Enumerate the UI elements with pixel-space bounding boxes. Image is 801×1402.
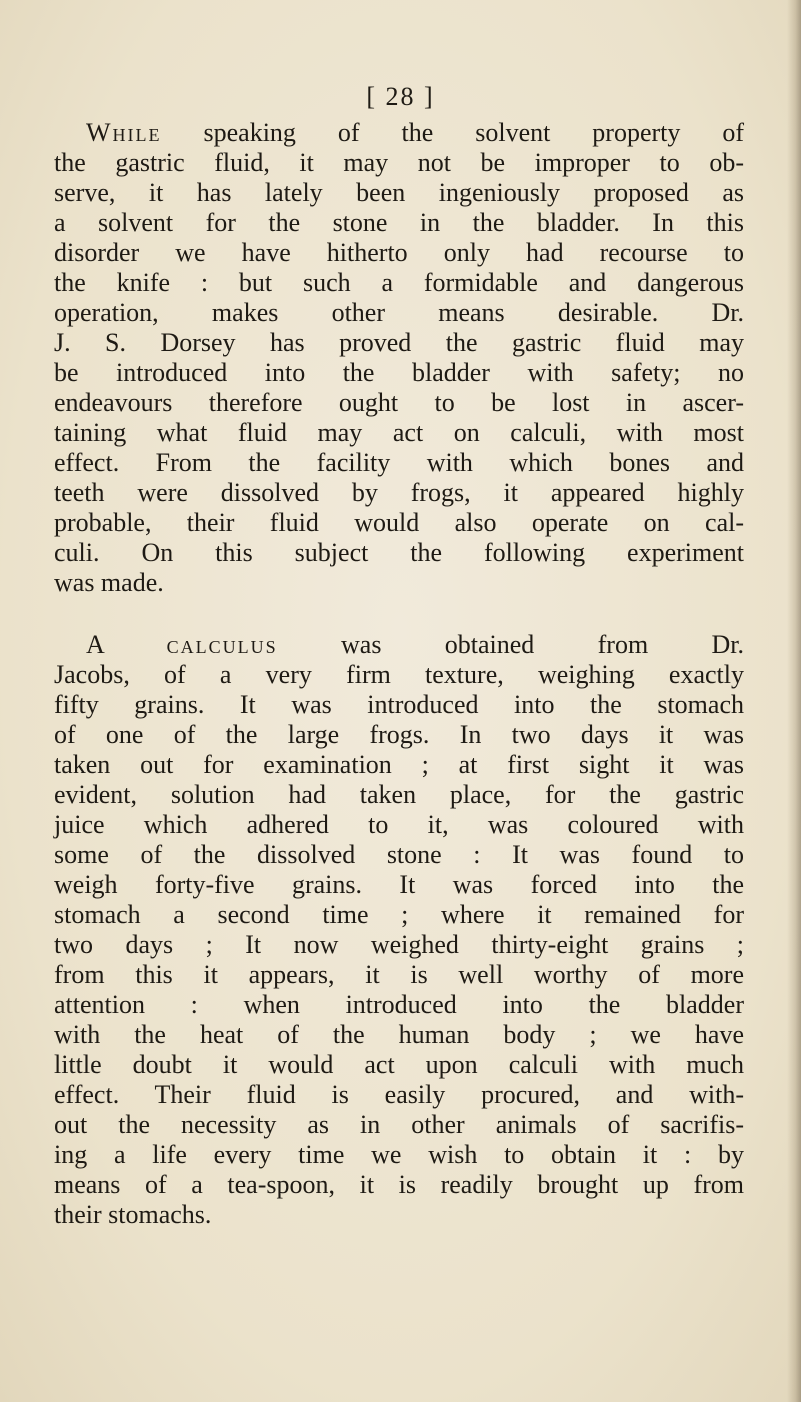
text-line: Jacobs, of a very firm texture, weighing exactly bbox=[54, 660, 744, 689]
text-line: from this it appears, it is well worthy of more bbox=[54, 960, 744, 989]
text-line: two days ; It now weighed thirty-eight grains ; bbox=[54, 930, 744, 959]
text-line: attention : when introduced into the bladder bbox=[54, 990, 744, 1019]
text-line: a solvent for the stone in the bladder. In this bbox=[54, 208, 744, 237]
text-line: some of the dissolved stone : It was found to bbox=[54, 840, 744, 869]
text-line bbox=[54, 118, 744, 148]
text-line-content: was obtained from Dr. bbox=[277, 630, 744, 659]
text-line: the knife : but such a formidable and dangerous bbox=[54, 268, 744, 297]
text-line: stomach a second time ; where it remained for bbox=[54, 900, 744, 929]
text-line bbox=[54, 630, 744, 660]
page-number: [ 28 ] bbox=[366, 82, 435, 111]
text-line: be introduced into the bladder with safety; no bbox=[54, 358, 744, 387]
text-line: J. S. Dorsey has proved the gastric fluid may bbox=[54, 328, 744, 357]
text-line: the gastric fluid, it may not be improper to ob- bbox=[54, 148, 744, 177]
text-line: juice which adhered to it, was coloured with bbox=[54, 810, 744, 839]
text-line: taken out for examination ; at first sight it was bbox=[54, 750, 744, 779]
paragraph-lead-word: While bbox=[86, 118, 162, 147]
text-line-content: speaking of the solvent property of bbox=[161, 118, 744, 147]
text-line: teeth were dissolved by frogs, it appeared highly bbox=[54, 478, 744, 507]
text-line: serve, it has lately been ingeniously proposed as bbox=[54, 178, 744, 207]
text-line: effect. Their fluid is easily procured, and with- bbox=[54, 1080, 744, 1109]
text-line: weigh forty-five grains. It was forced into the bbox=[54, 870, 744, 899]
text-line: disorder we have hitherto only had recourse to bbox=[54, 238, 744, 267]
text-line: probable, their fluid would also operate on cal- bbox=[54, 508, 744, 537]
text-line: effect. From the facility with which bones and bbox=[54, 448, 744, 477]
text-line: culi. On this subject the following experiment bbox=[54, 538, 744, 567]
text-line: means of a tea-spoon, it is readily brought up from bbox=[54, 1170, 744, 1199]
body-text bbox=[54, 118, 744, 1230]
paragraph-2 bbox=[54, 630, 744, 1230]
text-line: little doubt it would act upon calculi with much bbox=[54, 1050, 744, 1079]
paragraph-1 bbox=[54, 118, 744, 598]
text-line: was made. bbox=[54, 568, 164, 597]
text-line: taining what fluid may act on calculi, with most bbox=[54, 418, 744, 447]
text-line: evident, solution had taken place, for the gastric bbox=[54, 780, 744, 809]
text-line: operation, makes other means desirable. Dr. bbox=[54, 298, 744, 327]
paragraph-lead-prefix: A bbox=[86, 630, 167, 659]
text-line: out the necessity as in other animals of sacrifis- bbox=[54, 1110, 744, 1139]
text-line: fifty grains. It was introduced into the stomach bbox=[54, 690, 744, 719]
text-line: of one of the large frogs. In two days it was bbox=[54, 720, 744, 749]
page-edge-shadow bbox=[787, 0, 801, 1402]
paragraph-lead-word: calculus bbox=[166, 630, 278, 659]
text-line: their stomachs. bbox=[54, 1200, 212, 1229]
text-line: endeavours therefore ought to be lost in ascer- bbox=[54, 388, 744, 417]
text-line: with the heat of the human body ; we have bbox=[54, 1020, 744, 1049]
text-line: ing a life every time we wish to obtain it : by bbox=[54, 1140, 744, 1169]
